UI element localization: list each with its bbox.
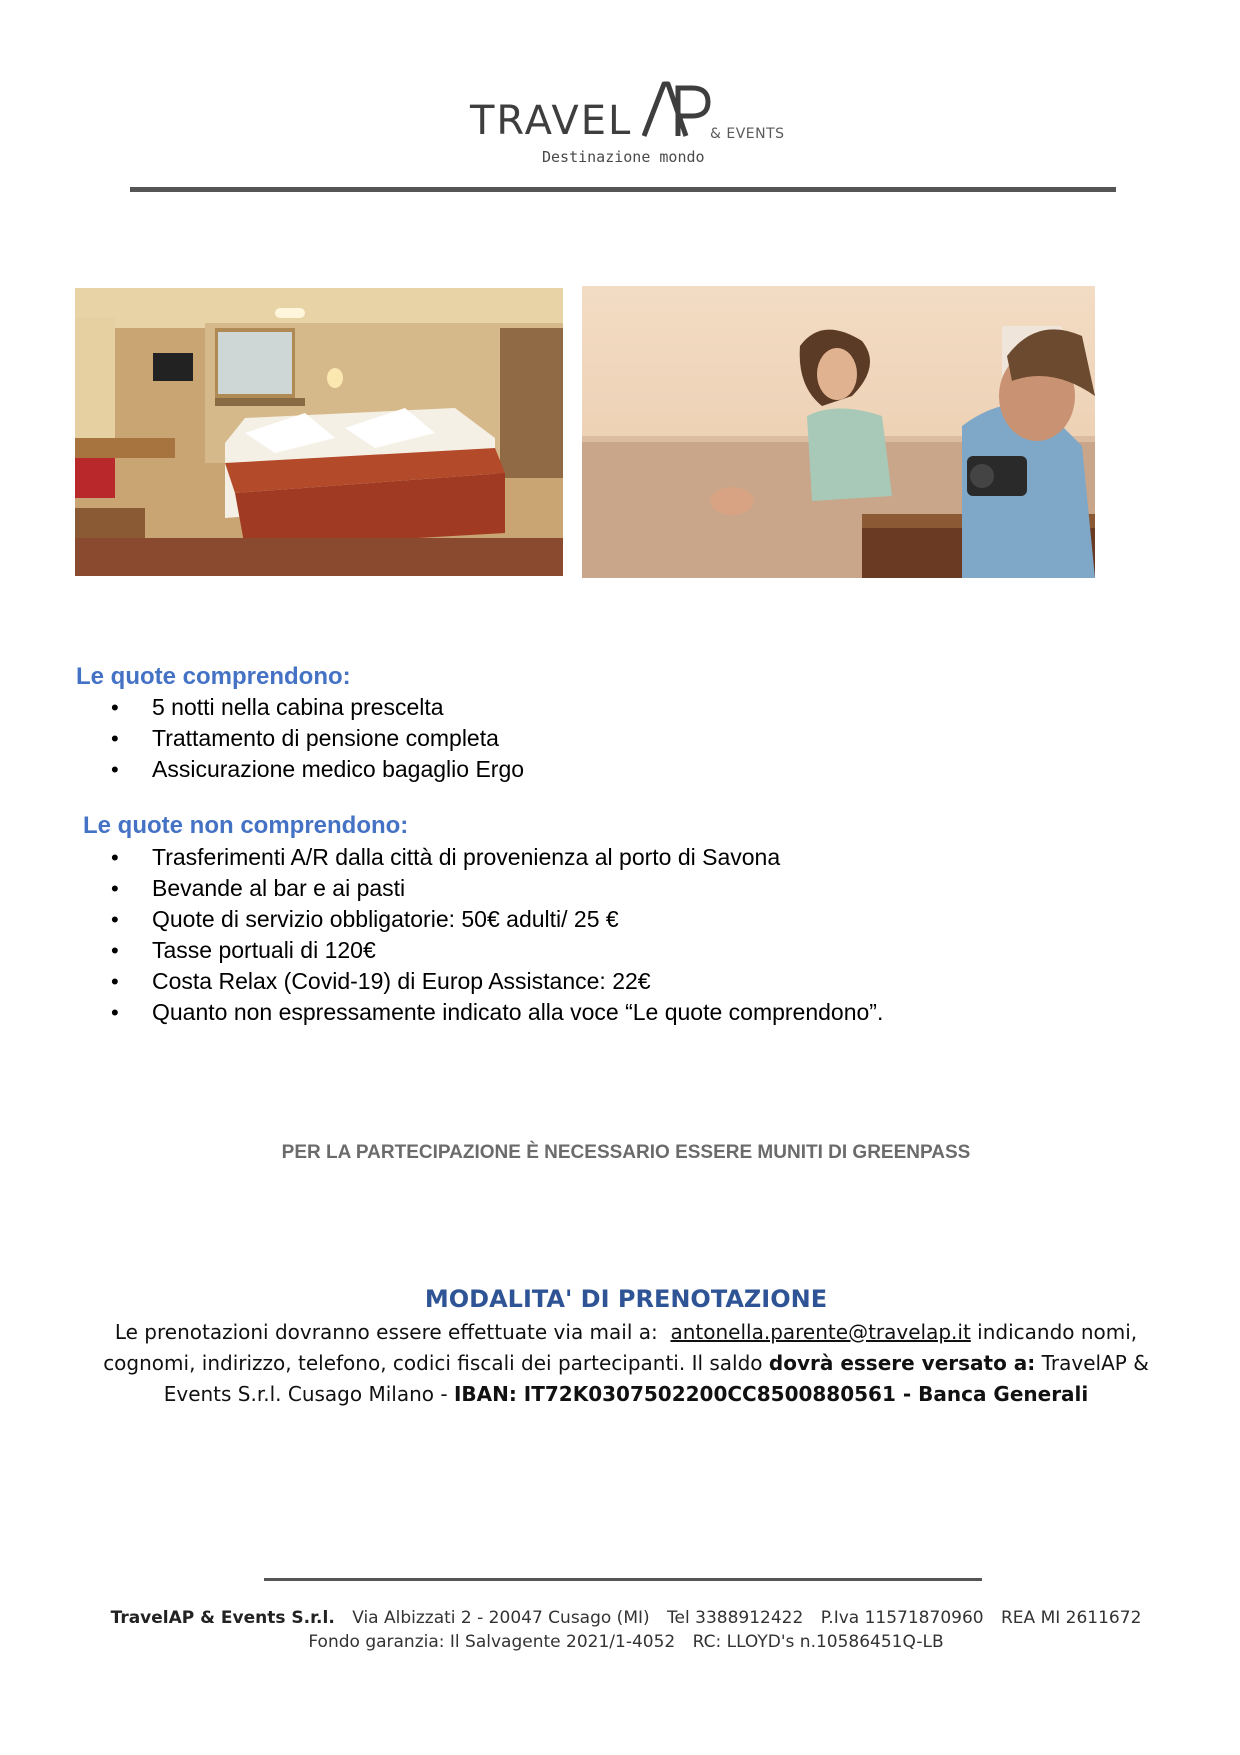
excluded-list [75,842,883,1028]
logo-tagline: Destinazione mondo [542,148,705,166]
footer-address: Via Albizzati 2 - 20047 Cusago (MI) [352,1608,650,1628]
booking-title: MODALITA' DI PRENOTAZIONE [424,1285,828,1313]
list-item: • Assicurazione medico bagaglio Ergo [75,754,524,785]
header-divider [130,187,1116,192]
couple-on-deck-photo [582,286,1095,578]
list-item: • Trattamento di pensione completa [75,723,524,754]
logo-ap-label: AP [642,78,644,79]
booking-text-3: TravelAP & Events S.r.l. Cusago Milano - [163,1351,1149,1406]
footer [0,1606,1240,1654]
greenpass-notice: PER LA PARTECIPAZIONE È NECESSARIO ESSERE MUNITI DI GREENPASS [281,1142,971,1163]
booking-text-2: indicando nomi, cognomi, indirizzo, telefono, codici fiscali dei partecipanti. Il saldo [103,1320,1138,1375]
logo-ap-mark [642,78,712,153]
list-item: • Quote di servizio obbligatorie: 50€ adulti/ 25 € [75,904,883,935]
list-item: • 5 notti nella cabina prescelta [75,692,524,723]
logo-travel-text: TRAVEL [470,98,633,144]
footer-rc: RC: LLOYD's n.10586451Q-LB [692,1632,944,1652]
included-list [75,692,524,785]
footer-company: TravelAP & Events S.r.l. [110,1608,335,1628]
cabin-photo [75,288,563,576]
booking-text [90,1317,1162,1410]
footer-line-2 [0,1630,1240,1654]
booking-text-1: Le prenotazioni dovranno essere effettuate via mail a: [114,1320,658,1344]
footer-rea: REA MI 2611672 [1001,1608,1142,1628]
list-item: • Costa Relax (Covid-19) di Europ Assistance: 22€ [75,966,883,997]
list-item: • Quanto non espressamente indicato alla voce “Le quote comprendono”. [75,997,883,1028]
footer-divider [264,1578,982,1581]
list-item: • Tasse portuali di 120€ [75,935,883,966]
booking-bold-2: IBAN: IT72K0307502200CC8500880561 - Banca Generali [453,1382,1089,1406]
excluded-heading: Le quote non comprendono: [83,812,409,839]
booking-bold-1: dovrà essere versato a: [768,1351,1036,1375]
footer-guarantee: Fondo garanzia: Il Salvagente 2021/1-4052 [308,1632,676,1652]
footer-vat: P.Iva 11571870960 [820,1608,984,1628]
list-item: • Bevande al bar e ai pasti [75,873,883,904]
email-link[interactable]: antonella.parente@travelap.it [670,1320,971,1344]
included-heading: Le quote comprendono: [76,663,351,690]
footer-phone: Tel 3388912422 [667,1608,804,1628]
footer-line-1 [0,1606,1240,1630]
logo-events-text: & EVENTS [710,126,785,142]
list-item: • Trasferimenti A/R dalla città di provenienza al porto di Savona [75,842,883,873]
travelap-logo [470,78,800,173]
